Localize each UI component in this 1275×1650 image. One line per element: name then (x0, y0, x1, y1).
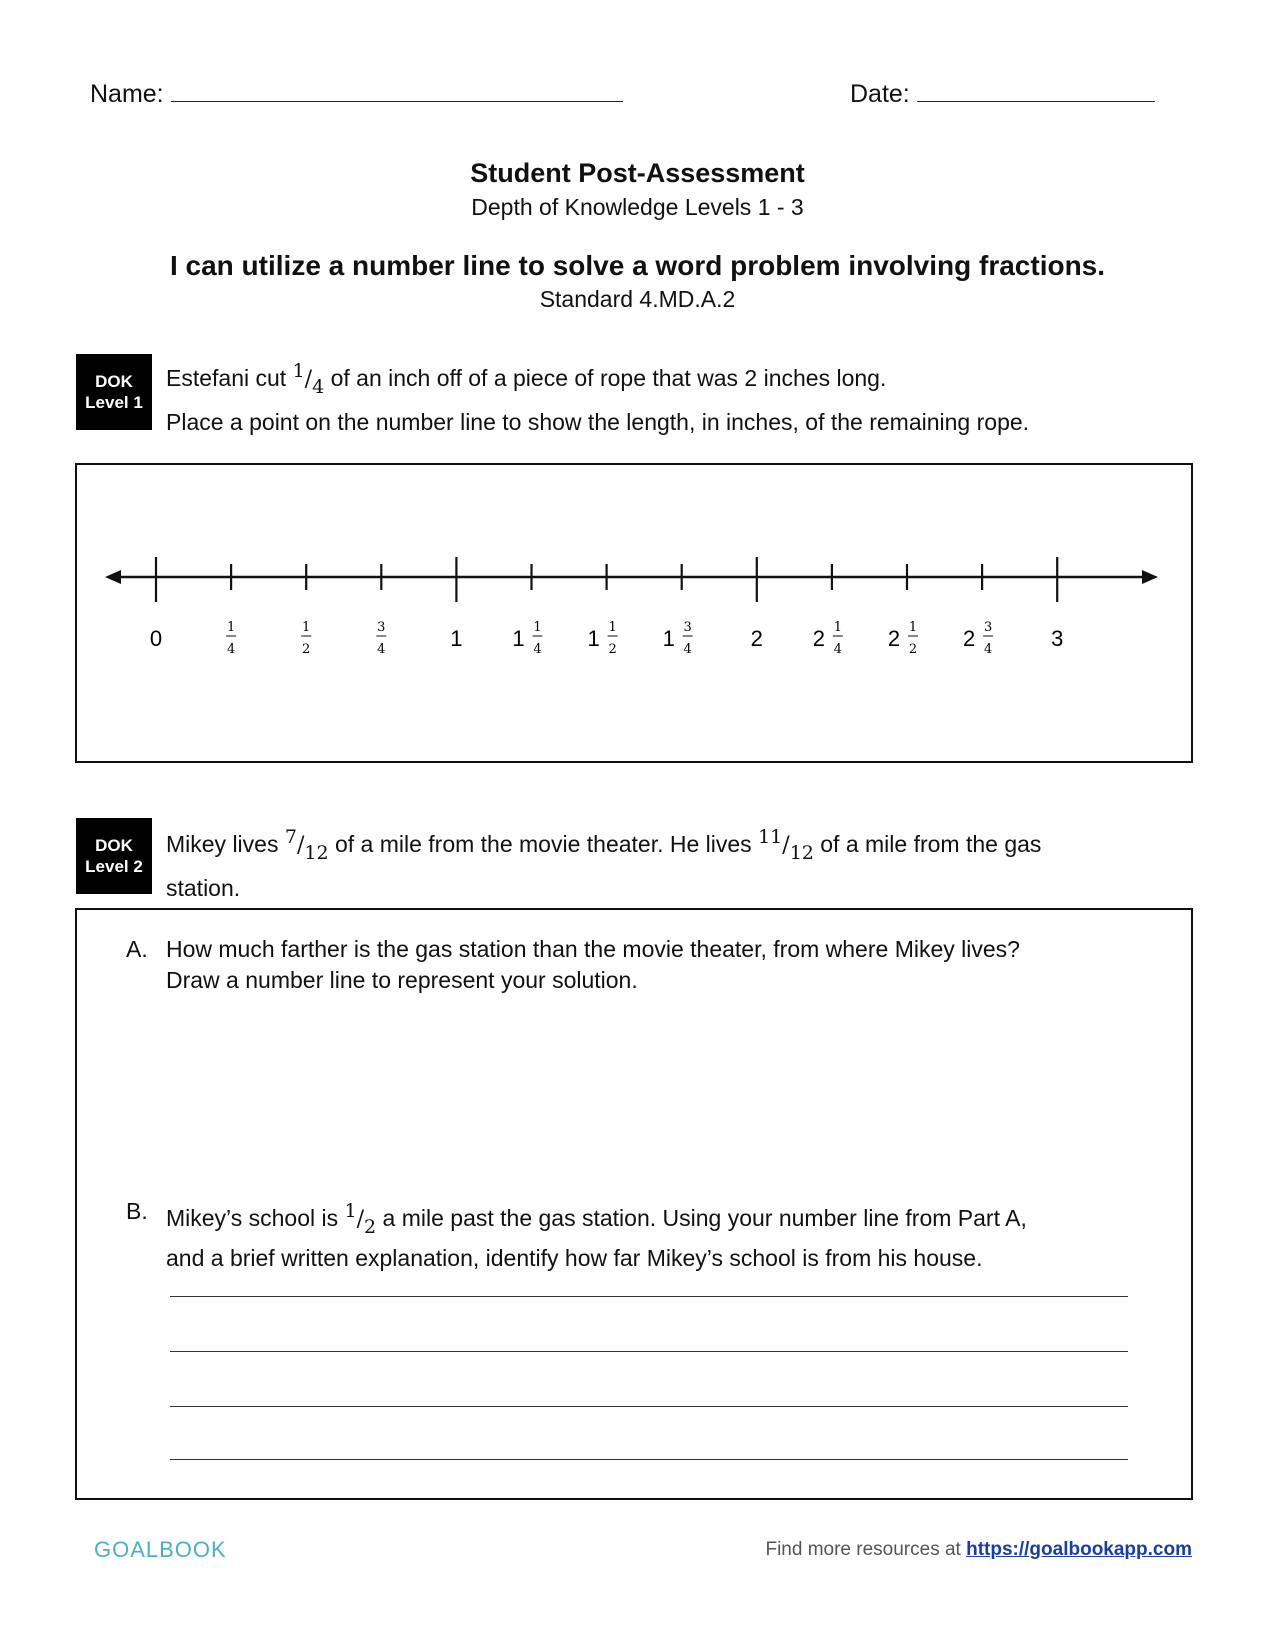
writing-line-4[interactable] (170, 1459, 1128, 1460)
label-numerator: 3 (683, 620, 692, 635)
label-numerator: 1 (833, 620, 843, 635)
part-a-work-area[interactable] (160, 1010, 1120, 1180)
part-b-label: B. (126, 1198, 148, 1224)
part-b-text: Mikey’s school is $^1/_2$ a mile past the gas station. Using your number line from Part A, and a brief written explanation, identify how far Mikey’s school is from his house. (166, 1200, 1027, 1271)
label-whole: 2 (962, 626, 976, 651)
fraction-eleven-twelfths: $^{11}/_{12}$ (758, 826, 814, 864)
fraction-seven-twelfths: $^7/_{12}$ (284, 826, 329, 864)
number-line-label (376, 620, 386, 657)
label-numerator: 1 (226, 620, 236, 635)
writing-line-1[interactable] (170, 1296, 1128, 1297)
label-numerator: 3 (377, 620, 386, 635)
question-2-line-2: station. (166, 875, 241, 901)
name-blank[interactable] (171, 101, 623, 102)
page-subtitle: Depth of Knowledge Levels 1 - 3 (471, 194, 804, 220)
number-line-label (663, 620, 693, 657)
question-1-line-1: Estefani cut $^1/_4$ of an inch off of a piece of rope that was 2 inches long. (166, 360, 887, 398)
question-2-text (166, 820, 1226, 906)
date-blank[interactable] (917, 101, 1155, 102)
part-a-text: How much farther is the gas station than the movie theater, from where Mikey lives? Draw a number line to represent your solution. (166, 936, 1020, 993)
label-denominator: 2 (608, 642, 617, 657)
right-arrow-icon (1142, 570, 1158, 584)
number-line-label (226, 620, 236, 657)
label-whole: 0 (149, 626, 163, 651)
page-title: Student Post-Assessment (470, 158, 805, 188)
number-line-label (150, 626, 162, 651)
fraction-one-half: $^1/_2$ (344, 1200, 377, 1238)
footer-resources (765, 1539, 1192, 1561)
number-line-label (301, 620, 311, 657)
dok-level-1-badge (76, 354, 152, 430)
number-line-label (587, 620, 617, 657)
number-line-label (963, 620, 993, 657)
label-whole: 2 (812, 626, 826, 651)
dok-level-2-badge (76, 818, 152, 894)
number-line[interactable] (75, 463, 1193, 763)
date-label: Date: (850, 80, 910, 108)
number-line-label (813, 620, 843, 657)
goalbook-link[interactable]: https://goalbookapp.com (966, 1539, 1192, 1560)
question-1-text (166, 354, 1166, 440)
number-line-label (888, 620, 918, 657)
badge-dok: DOK (95, 372, 133, 391)
name-label: Name: (90, 80, 164, 108)
label-denominator: 4 (533, 642, 542, 657)
label-numerator: 3 (983, 620, 993, 635)
name-field[interactable] (90, 80, 623, 109)
label-denominator: 4 (833, 642, 843, 657)
label-whole: 2 (887, 626, 901, 651)
label-denominator: 4 (377, 642, 386, 657)
label-denominator: 4 (683, 642, 692, 657)
label-numerator: 1 (533, 620, 542, 635)
label-denominator: 2 (302, 642, 311, 657)
number-line-label (512, 620, 542, 657)
label-numerator: 1 (302, 620, 311, 635)
badge-level: Level 1 (85, 393, 143, 412)
fraction-one-quarter: $^1/_4$ (292, 360, 325, 398)
label-numerator: 1 (608, 620, 617, 635)
label-whole: 1 (587, 626, 600, 651)
label-whole: 1 (512, 626, 525, 651)
footer-text: Find more resources at (765, 1539, 961, 1560)
number-line-label (450, 626, 462, 651)
part-a-label: A. (126, 936, 148, 962)
label-numerator: 1 (908, 620, 918, 635)
goalbook-logo: GOALBOOK (94, 1537, 227, 1562)
label-whole: 1 (450, 626, 463, 651)
date-field[interactable] (850, 80, 1155, 109)
question-2-line-1: Mikey lives $^7/_{12}$ of a mile from the movie theater. He lives $^{11}/_{12}$ of a mile from the gas (166, 826, 1042, 864)
writing-line-3[interactable] (170, 1406, 1128, 1407)
label-whole: 1 (662, 626, 675, 651)
number-line-label (1051, 626, 1063, 651)
label-whole: 3 (1051, 626, 1064, 651)
number-line-box[interactable] (75, 463, 1193, 763)
label-whole: 2 (750, 626, 763, 651)
writing-line-2[interactable] (170, 1351, 1128, 1352)
label-denominator: 2 (908, 642, 918, 657)
question-1-line-2: Place a point on the number line to show the length, in inches, of the remaining rope. (166, 409, 1030, 435)
left-arrow-icon (105, 570, 121, 584)
badge-level: Level 2 (85, 857, 143, 876)
label-denominator: 4 (983, 642, 993, 657)
number-line-label (751, 626, 763, 651)
standard-label: Standard 4.MD.A.2 (539, 286, 736, 312)
badge-dok: DOK (95, 836, 133, 855)
learning-goal: I can utilize a number line to solve a word problem involving fractions. (169, 250, 1106, 281)
label-denominator: 4 (226, 642, 236, 657)
